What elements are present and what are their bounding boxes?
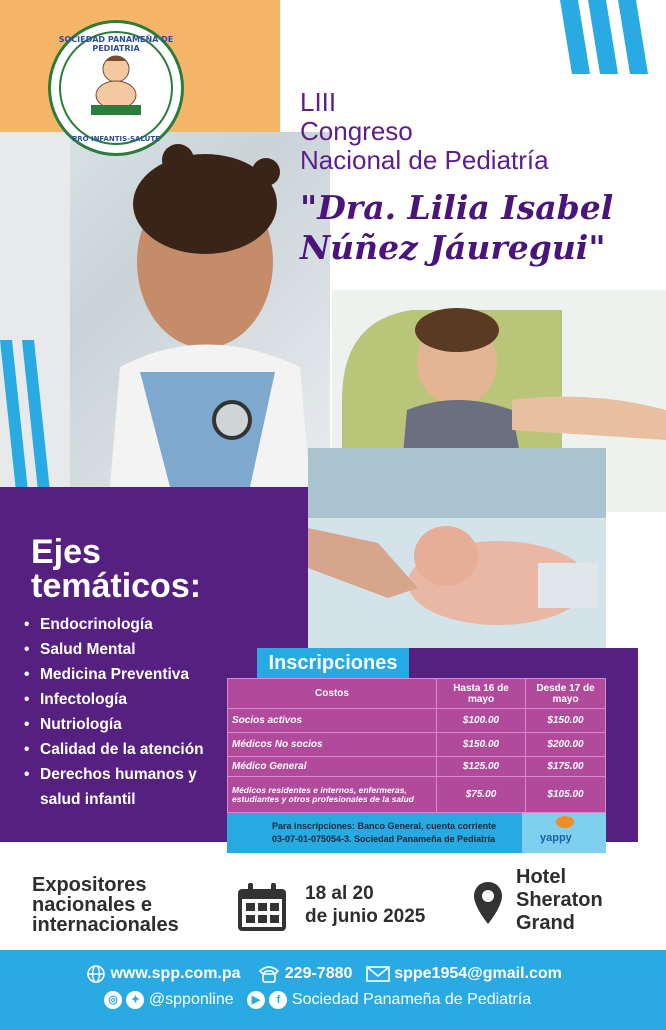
registration-heading: Inscripciones: [257, 648, 409, 678]
fees-row: [228, 709, 606, 733]
payment-line-1: Para inscripciones: Banco General, cuenta corriente: [272, 821, 497, 831]
theme-item: • Infectología: [22, 687, 204, 712]
themes-heading-2: temáticos:: [31, 567, 202, 605]
event-dates: [305, 882, 425, 928]
fees-row: [228, 777, 606, 813]
fees-row-col2: $150.00: [526, 709, 606, 733]
fees-header-col1: Hasta 16 de mayo: [437, 679, 526, 709]
logo-motto: PRO INFANTIS-SALUTE: [72, 135, 160, 143]
fees-row: [228, 733, 606, 757]
payment-info: [272, 820, 496, 846]
honoree-name: [300, 188, 613, 268]
venue: [516, 866, 603, 935]
theme-item: • Nutriología: [22, 712, 204, 737]
exhibitors-line-1: Expositores: [32, 874, 147, 896]
exhibitors-line-2: nacionales e: [32, 894, 153, 916]
payment-line-2: 03-07-01-075054-3. Sociedad Panameña de Pediatría: [272, 834, 496, 844]
exhibitors-text: [32, 875, 179, 935]
theme-item: • Medicina Preventiva: [22, 662, 204, 687]
instagram-icon[interactable]: ◎: [104, 991, 122, 1009]
blue-stripes-left-decoration: [0, 340, 70, 510]
venue-line-1: Hotel: [516, 866, 566, 888]
fees-row-label: Médicos No socios: [228, 733, 437, 757]
congress-title: [300, 88, 549, 175]
social-handle[interactable]: @spponline: [148, 991, 234, 1008]
fees-row-label: Médicos residentes e internos, enfermeras, estudiantes y otros profesionales de la salud: [228, 777, 437, 813]
facebook-page[interactable]: Sociedad Panameña de Pediatría: [291, 991, 532, 1008]
fees-row-col2: $200.00: [526, 733, 606, 757]
location-pin-icon: [473, 880, 503, 926]
fees-row: [228, 757, 606, 777]
social-row: [104, 989, 664, 1011]
venue-line-2: Sheraton: [516, 889, 603, 911]
yappy-logo-icon: [555, 815, 575, 829]
spp-logo: [48, 20, 184, 156]
facebook-icon[interactable]: f: [269, 991, 287, 1009]
fees-row-col1: $100.00: [437, 709, 526, 733]
fees-header-costos: Costos: [228, 679, 437, 709]
email-icon: [366, 965, 390, 983]
phone-number[interactable]: 229-7880: [284, 965, 353, 982]
title-nacional: Nacional de Pediatría: [300, 145, 549, 175]
contact-row: [86, 962, 646, 986]
website-link[interactable]: www.spp.com.pa: [110, 965, 241, 982]
yappy-label: yappy: [540, 832, 572, 844]
themes-heading: [31, 535, 201, 603]
fees-row-label: Socios activos: [228, 709, 437, 733]
baby-icon: [85, 51, 147, 117]
event-dates-line-1: 18 al 20: [305, 883, 374, 904]
fees-table: [227, 678, 606, 813]
theme-item: • Calidad de la atención: [22, 737, 204, 762]
calendar-icon: [236, 883, 288, 933]
venue-line-3: Grand: [516, 912, 575, 934]
title-congreso: Congreso: [300, 116, 413, 146]
themes-list: [22, 612, 204, 812]
theme-item: • Salud Mental: [22, 637, 204, 662]
fees-header-col2: Desde 17 de mayo: [526, 679, 606, 709]
email-link[interactable]: sppe1954@gmail.com: [394, 965, 562, 982]
fees-header-row: [228, 679, 606, 709]
youtube-icon[interactable]: ▶: [247, 991, 265, 1009]
fees-row-col2: $105.00: [526, 777, 606, 813]
logo-name: SOCIEDAD PANAMEÑA DE PEDIATRIA: [58, 35, 174, 53]
title-roman: LIII: [300, 87, 337, 117]
event-dates-line-2: de junio 2025: [305, 906, 426, 927]
fees-row-col1: $150.00: [437, 733, 526, 757]
honoree-line-2: Núñez Jáuregui": [300, 228, 606, 267]
themes-heading-1: Ejes: [31, 533, 101, 571]
newborn-baby-photo: [308, 448, 606, 648]
exhibitors-line-3: internacionales: [32, 914, 179, 936]
theme-item: • Derechos humanos y: [22, 762, 204, 787]
fees-row-label: Médico General: [228, 757, 437, 777]
fees-row-col2: $175.00: [526, 757, 606, 777]
theme-item: • Endocrinología: [22, 612, 204, 637]
twitter-icon[interactable]: ✦: [126, 991, 144, 1009]
globe-icon: [86, 964, 106, 984]
theme-item-continuation: salud infantil: [40, 791, 136, 808]
fees-row-col1: $125.00: [437, 757, 526, 777]
honoree-line-1: "Dra. Lilia Isabel: [300, 188, 614, 227]
phone-icon: [258, 965, 280, 983]
blue-stripes-decoration: [560, 0, 666, 74]
fees-row-col1: $75.00: [437, 777, 526, 813]
